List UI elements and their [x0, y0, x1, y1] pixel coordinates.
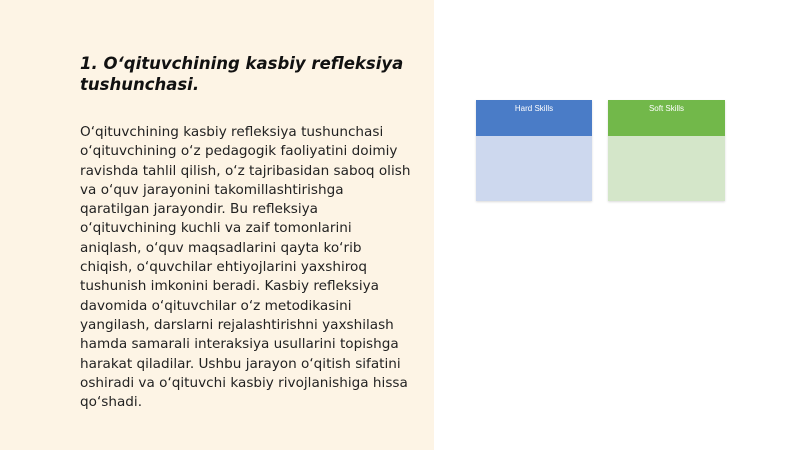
- hard-skills-header: [476, 100, 592, 136]
- hard-skills-list-area: [476, 136, 592, 201]
- hard-skills-title: Hard Skills: [514, 104, 554, 113]
- slide-title: 1. O‘qituvchining kasbiy refleksiya tushunchasi.: [80, 54, 404, 94]
- hard-skills-card: [476, 100, 592, 201]
- soft-skills-list-area: [608, 136, 725, 201]
- soft-skills-card: [608, 100, 725, 201]
- slide-body-text: O‘qituvchining kasbiy refleksiya tushunchasi o‘qituvchining o‘z pedagogik faoliyatini doimiy ravishda tahlil qilish, o‘z tajribasidan saboq olish va o‘quv jarayonini takomillashtirishga qaratilgan jarayondir. Bu refleksiya o‘qituvchining kuchli va zaif tomonlarini aniqlash, o‘quv maqsadlarini qayta ko‘rib chiqish, o‘quvchilar ehtiyojlarini yaxshiroq tushunish imkonini beradi. Kasbiy refleksiya davomida o‘qituvchilar o‘z metodikasini yangilash, darslarni rejalashtirishni yaxshilash hamda samarali interaksiya usullarini topishga harakat qiladilar. Ushbu jarayon o‘qitish sifatini oshiradi va o‘qituvchi kasbiy rivojlanishiga hissa qo‘shadi.: [80, 124, 411, 411]
- soft-skills-header: [608, 100, 725, 136]
- soft-skills-title: Soft Skills: [648, 104, 685, 113]
